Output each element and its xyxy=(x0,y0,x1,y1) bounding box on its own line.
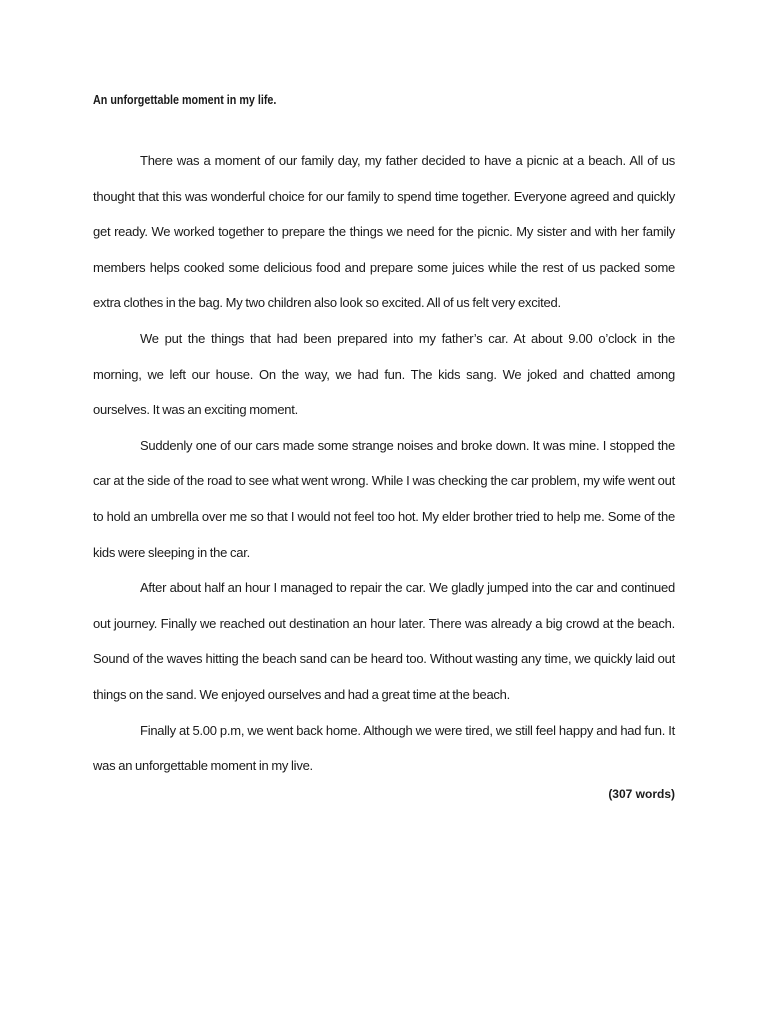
paragraph-3: Suddenly one of our cars made some strange noises and broke down. It was mine. I stopped the car at the side of the road to see what went wrong. While I was checking the car problem, my wife went out to hold an umbrella over me so that I would not feel too hot. My elder brother tried to help me. Some of the kids were sleeping in the car. xyxy=(93,437,675,560)
paragraph-2: We put the things that had been prepared into my father’s car. At about 9.00 o’clock in the morning, we left our house. On the way, we had fun. The kids sang. We joked and chatted among ourselves. It was an exciting moment. xyxy=(93,330,675,418)
paragraph-4: After about half an hour I managed to repair the car. We gladly jumped into the car and continued out journey. Finally we reached out destination an hour later. There was already a big crowd at the beach. Sound of the waves hitting the beach sand can be heard too. Without wasting any time, we quickly laid out things on the sand. We enjoyed ourselves and had a great time at the beach. xyxy=(93,580,675,702)
paragraph-5: Finally at 5.00 p.m, we went back home. Although we were tired, we still feel happy and had fun. It was an unforgettable moment in my live. xyxy=(93,722,675,774)
essay-body xyxy=(93,143,675,784)
word-count: (307 words) xyxy=(608,787,675,801)
essay-title: An unforgettable moment in my life. xyxy=(93,93,277,107)
paragraph-1: There was a moment of our family day, my father decided to have a picnic at a beach. All of us thought that this was wonderful choice for our family to spend time together. Everyone agreed and quickly get ready. We worked together to prepare the things we need for the picnic. My sister and with her family members helps cooked some delicious food and prepare some juices while the rest of us packed some extra clothes in the bag. My two children also look so excited. All of us felt very excited. xyxy=(93,153,675,311)
